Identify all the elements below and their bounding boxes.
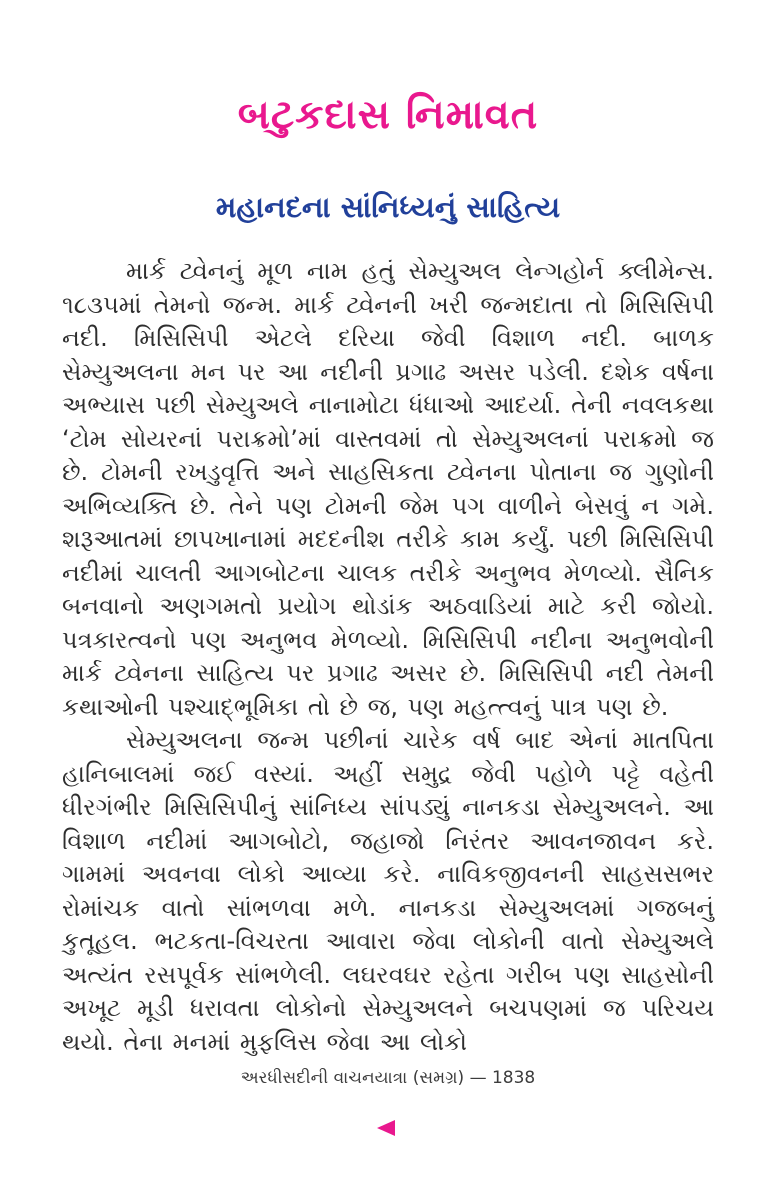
article-title: મહાનદના સાંનિધ્યનું સાહિત્ય — [215, 190, 561, 224]
paragraph: સેમ્યુઅલના જન્મ પછીનાં ચારેક વર્ષ બાદ એનાં માતપિતા હાનિબાલમાં જઈ વસ્યાં. અહીં સમુદ્ર જેવી પહોળે પટ્ટે વહેતી ધીરગંભીર મિસિસિપીનું સાંનિધ્ય સાંપડ્યું નાનકડા સેમ્યુઅલને. આ વિશાળ નદીમાં આગબોટો, જહાજો નિરંતર આવનજાવન કરે. ગામમાં અવનવા લોકો આવ્યા કરે. નાવિકજીવનની સાહસસભર રોમાંચક વાતો સાંભળવા મળે. નાનકડા સેમ્યુઅલમાં ગજબનું કુતૂહલ. ભટકતા-વિચરતા આવારા જેવા લોકોની વાતો સેમ્યુઅલે અત્યંત રસપૂર્વક સાંભળેલી. લઘરવઘર રહેતા ગરીબ પણ સાહસોની અખૂટ મૂડી ધરાવતા લોકોનો સેમ્યુઅલને બચપણમાં જ પરિચય થયો. તેના મનમાં મુફલિસ જેવા આ લોકો — [62, 726, 714, 1056]
article-body — [62, 255, 714, 1059]
left-triangle-icon[interactable] — [377, 1120, 395, 1136]
footer-book-title-and-page-number: અરધીસદીની વાચનયાત્રા (સમગ્ર) — 1838 — [240, 1068, 536, 1088]
paragraph: માર્ક ટ્વેનનું મૂળ નામ હતું સેમ્યુઅલ લેન્ગહોર્ન ક્લીમેન્સ. ૧૮૩૫માં તેમનો જન્મ. માર્ક ટ્વેનની ખરી જન્મદાતા તો મિસિસિપી નદી. મિસિસિપી એટલે દરિયા જેવી વિશાળ નદી. બાળક સેમ્યુઅલના મન પર આ નદીની પ્રગાઢ અસર પડેલી. દશેક વર્ષના અભ્યાસ પછી સેમ્યુઅલે નાનામોટા ધંધાઓ આદર્યા. તેની નવલકથા ‘ટોમ સોયરનાં પરાક્રમો’માં વાસ્તવમાં તો સેમ્યુઅલનાં પરાક્રમો જ છે. ટોમની રખડુવૃત્તિ અને સાહસિકતા ટ્વેનના પોતાના જ ગુણોની અભિવ્યક્તિ છે. તેને પણ ટોમની જેમ પગ વાળીને બેસવું ન ગમે. શરૂઆતમાં છાપખાનામાં મદદનીશ તરીકે કામ કર્યું. પછી મિસિસિપી નદીમાં ચાલતી આગબોટના ચાલક તરીકે અનુભવ મેળવ્યો. સૈનિક બનવાનો અણગમતો પ્રયોગ થોડાંક અઠવાડિયાં માટે કરી જોયો. પત્રકારત્વનો પણ અનુભવ મેળવ્યો. મિસિસિપી નદીના અનુભવોની માર્ક ટ્વેનના સાહિત્ય પર પ્રગાઢ અસર છે. મિસિસિપી નદી તેમની કથાઓની પશ્ચાદ્‌ભૂમિકા તો છે જ, પણ મહત્ત્વનું પાત્ર પણ છે. — [62, 257, 714, 721]
page-footer — [0, 1068, 776, 1088]
author-title: બટુકદાસ નિમાવત — [237, 92, 539, 138]
